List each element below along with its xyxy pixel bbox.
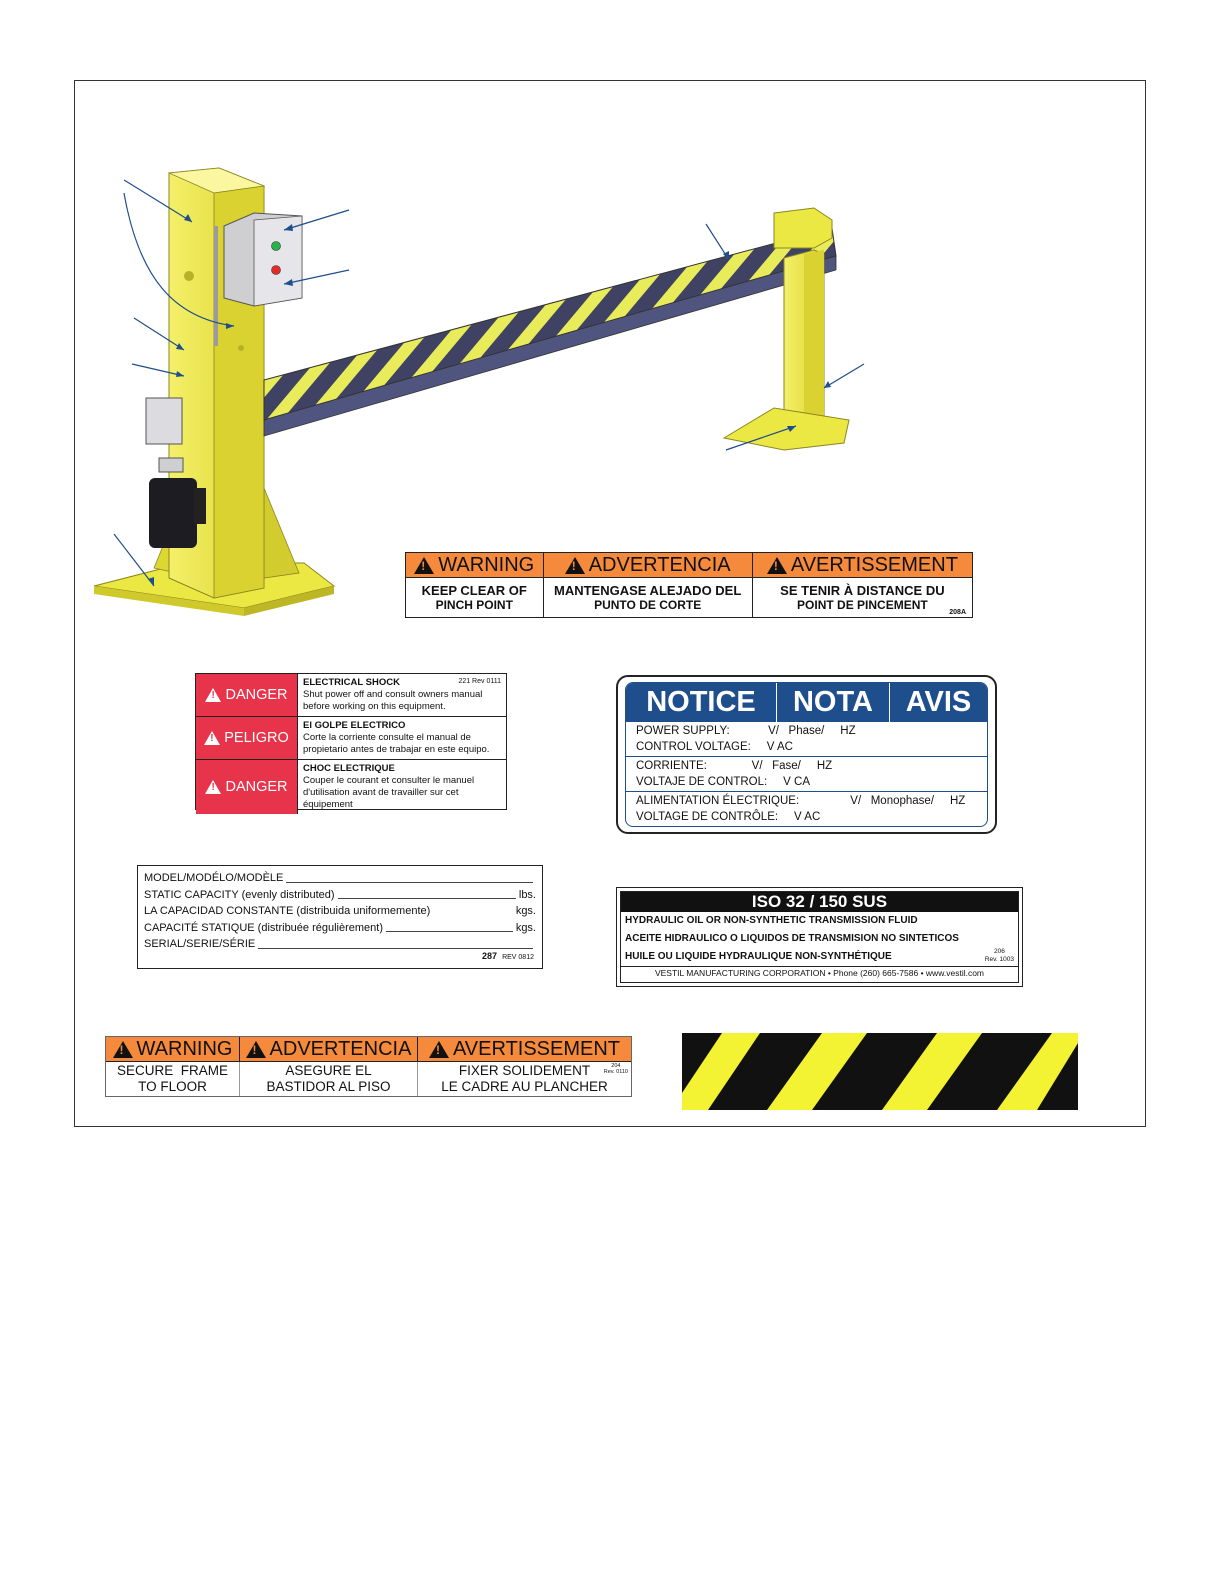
danger-text-fr: Couper le courant et consulter le manuel d'utilisation avant de travailler sur cet équipement xyxy=(303,775,475,810)
danger-label-electrical-shock xyxy=(195,673,507,810)
avis-header: AVIS xyxy=(905,686,972,718)
avertissement-header: ! AVERTISSEMENT xyxy=(418,1037,631,1061)
danger-badge-fr: ! DANGER xyxy=(196,760,298,814)
warning-triangle-icon xyxy=(204,731,220,745)
iso-line-es: ACEITE HIDRAULICO O LIQUIDOS DE TRANSMISION NO SINTETICOS xyxy=(625,933,959,944)
warning-header: ! WARNING xyxy=(106,1037,240,1061)
warning-triangle-icon xyxy=(414,557,434,574)
notice-header: NOTICE xyxy=(626,683,777,722)
danger-badge: ! DANGER xyxy=(196,674,298,716)
iso-line-en: HYDRAULIC OIL OR NON-SYNTHETIC TRANSMISSION FLUID xyxy=(625,915,918,926)
warning-header: ! WARNING xyxy=(406,553,544,577)
warning-triangle-icon xyxy=(205,780,221,794)
model-field: MODEL/MODÉLO/MODÈLE xyxy=(144,870,536,887)
danger-title-es: El GOLPE ELECTRICO xyxy=(303,720,406,731)
green-light-icon xyxy=(272,242,281,251)
danger-title-en: ELECTRICAL SHOCK xyxy=(303,677,400,688)
hydraulic-oil-label xyxy=(616,887,1023,987)
warning-triangle-icon xyxy=(767,557,787,574)
hazard-stripe-tape xyxy=(682,1033,1078,1110)
hazard-arm xyxy=(264,228,836,420)
static-capacity-es-field: LA CAPACIDAD CONSTANTE (distribuida uniformemente) kgs. xyxy=(144,905,536,917)
notice-label-power-supply xyxy=(616,675,997,834)
notice-section-fr: ALIMENTATION ÉLECTRIQUE: V/ Monophase/ HZ VOLTAGE DE CONTRÔLE: V AC xyxy=(636,795,966,823)
iso-line-fr: HUILE OU LIQUIDE HYDRAULIQUE NON-SYNTHÉTIQUE 206 Rev. 1003 xyxy=(625,948,1014,963)
limit-switch-box xyxy=(146,398,182,444)
static-capacity-fr-field: CAPACITÉ STATIQUE (distribuée régulièrement) kgs. xyxy=(144,921,536,934)
danger-title-fr: CHOC ELECTRIQUE xyxy=(303,763,395,774)
secure-text-en: SECURE FRAME TO FLOOR xyxy=(106,1062,240,1096)
secure-text-es: ASEGURE EL BASTIDOR AL PISO xyxy=(240,1062,418,1096)
actuator-cylinder xyxy=(149,478,197,548)
warning-text-fr: SE TENIR À DISTANCE DU POINT DE PINCEMENT 208A xyxy=(780,583,966,616)
label-code: 221 Rev 0111 xyxy=(458,678,501,685)
notice-section-en: POWER SUPPLY: V/ Phase/ HZ CONTROL VOLTAGE: V AC xyxy=(626,722,987,757)
label-code: 208A xyxy=(949,609,966,616)
label-code: 287 REV 0812 xyxy=(482,950,534,961)
danger-text-es: Corte la corriente consulte el manual de propietario antes de trabajar en este equipo. xyxy=(303,732,490,755)
warning-triangle-icon xyxy=(113,1041,133,1058)
iso-footer: VESTIL MANUFACTURING CORPORATION • Phone (260) 665-7586 • www.vestil.com xyxy=(621,966,1018,980)
avertissement-header: ! AVERTISSEMENT xyxy=(753,553,972,577)
capacity-spec-label xyxy=(137,865,543,969)
warning-label-pinch-point xyxy=(405,552,973,618)
warning-triangle-icon xyxy=(565,557,585,574)
warning-label-secure-frame xyxy=(105,1036,632,1097)
serial-field: SERIAL/SERIE/SÉRIE xyxy=(144,936,536,953)
static-capacity-en-field: STATIC CAPACITY (evenly distributed) lbs. xyxy=(144,888,536,901)
notice-section-es: CORRIENTE: V/ Fase/ HZ VOLTAJE DE CONTROL: V CA xyxy=(626,757,987,792)
warning-triangle-icon xyxy=(246,1041,266,1058)
advertencia-header: ! ADVERTENCIA xyxy=(544,553,753,577)
secure-text-fr: FIXER SOLIDEMENT LE CADRE AU PLANCHER 204 Rev. 0110 xyxy=(441,1063,628,1094)
peligro-badge: ! PELIGRO xyxy=(196,717,298,759)
red-light-icon xyxy=(272,266,281,275)
warning-triangle-icon xyxy=(205,688,221,702)
warning-text-en: KEEP CLEAR OF PINCH POINT xyxy=(406,578,544,617)
warning-triangle-icon xyxy=(429,1041,449,1058)
advertencia-header: ! ADVERTENCIA xyxy=(240,1037,418,1061)
warning-text-es: MANTENGASE ALEJADO DEL PUNTO DE CORTE xyxy=(544,578,753,617)
nota-header: NOTA xyxy=(777,683,890,722)
danger-text-en: Shut power off and consult owners manual before working on this equipment. xyxy=(303,689,483,712)
iso-title: ISO 32 / 150 SUS xyxy=(621,892,1018,912)
